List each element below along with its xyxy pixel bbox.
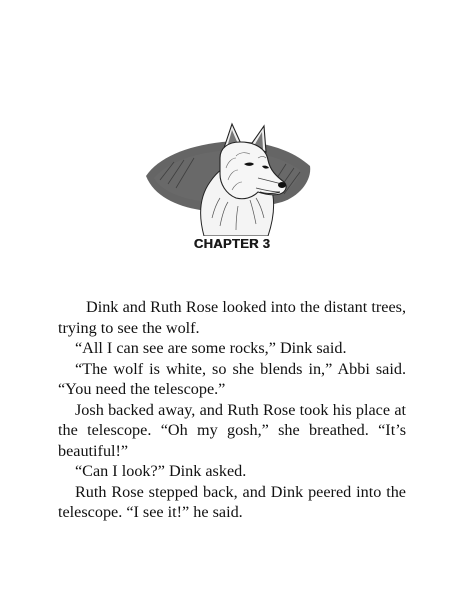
paragraph: Ruth Rose stepped back, and Dink peered into the telescope. “I see it!” he said. [58, 482, 406, 521]
wolf-illustration-icon [140, 118, 316, 236]
paragraph: Dink and Ruth Rose looked into the distant trees, trying to see the wolf. [58, 298, 406, 337]
chapter-heading: CHAPTER 3 [193, 236, 271, 251]
chapter-body-text [58, 297, 406, 523]
paragraph: “The wolf is white, so she blends in,” Abbi said. “You need the telescope.” [58, 359, 406, 398]
paragraph: “Can I look?” Dink asked. [75, 462, 247, 480]
paragraph: Josh backed away, and Ruth Rose took his place at the telescope. “Oh my gosh,” she breathed. “It’s beautiful!” [58, 400, 406, 460]
paragraph: “All I can see are some rocks,” Dink said. [75, 339, 347, 357]
